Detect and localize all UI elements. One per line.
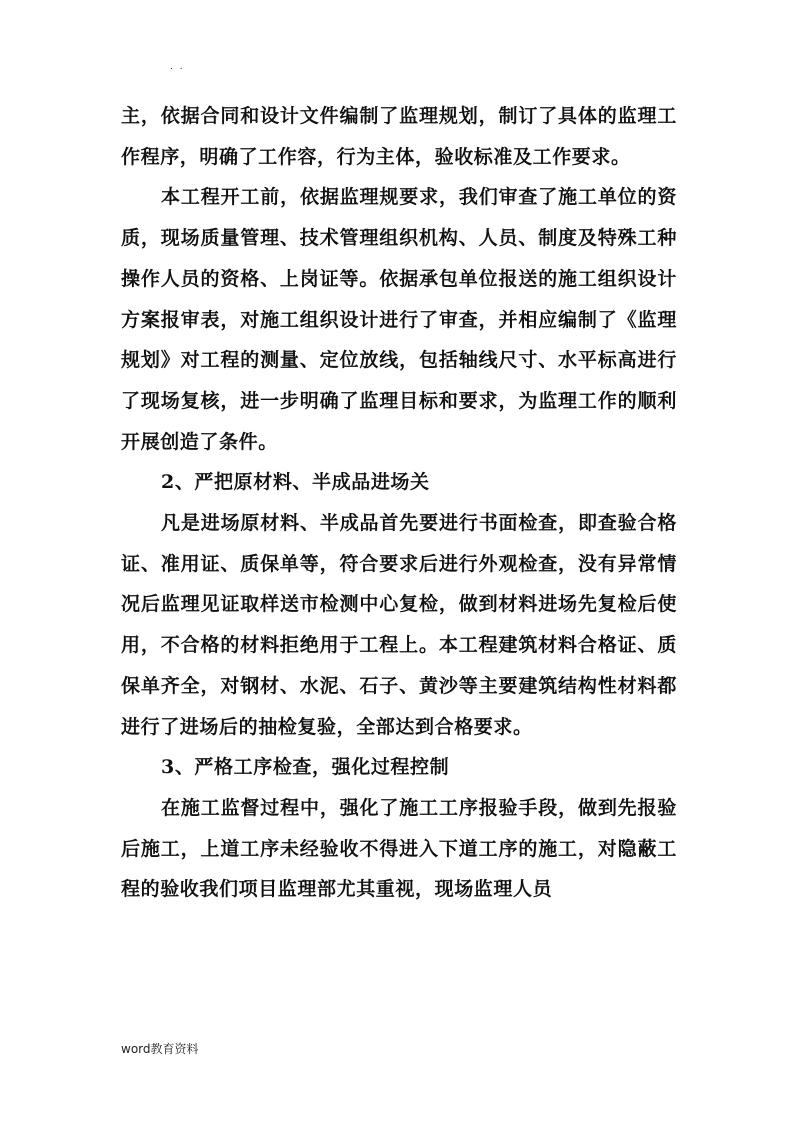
- document-body: [121, 96, 677, 910]
- footer-label: word教育资料: [121, 1042, 199, 1056]
- header-mark: . .: [170, 62, 185, 72]
- section-heading-materials: 2、严把原材料、半成品进场关: [161, 471, 430, 494]
- paragraph-materials: 凡是进场原材料、半成品首先要进行书面检查，即查验合格证、准用证、质保单等，符合要求后进行外观检查，没有异常情况后监理见证取样送市检测中心复检，做到材料进场先复检后使用，不合格的材料拒绝用于工程上。本工程建筑材料合格证、质保单齐全，对钢材、水泥、石子、黄沙等主要建筑结构性材料都进行了进场后的抽检复验，全部达到合格要求。: [121, 512, 677, 738]
- section-heading-process: 3、严格工序检查，强化过程控制: [161, 756, 450, 779]
- paragraph-review: 本工程开工前，依据监理规要求，我们审查了施工单位的资质，现场质量管理、技术管理组织机构、人员、制度及特殊工种操作人员的资格、上岗证等。依据承包单位报送的施工组织设计方案报审表，对施工组织设计进行了审查，并相应编制了《监理规划》对工程的测量、定位放线，包括轴线尺寸、水平标高进行了现场复核，进一步明确了监理目标和要求，为监理工作的顺利开展创造了条件。: [121, 186, 677, 453]
- paragraph-continuation: 主，依据合同和设计文件编制了监理规划，制订了具体的监理工作程序，明确了工作容，行为主体，验收标准及工作要求。: [121, 105, 677, 168]
- paragraph-process: 在施工监督过程中，强化了施工工序报验手段，做到先报验后施工，上道工序未经验收不得进入下道工序的施工，对隐蔽工程的验收我们项目监理部尤其重视，现场监理人员: [121, 796, 677, 901]
